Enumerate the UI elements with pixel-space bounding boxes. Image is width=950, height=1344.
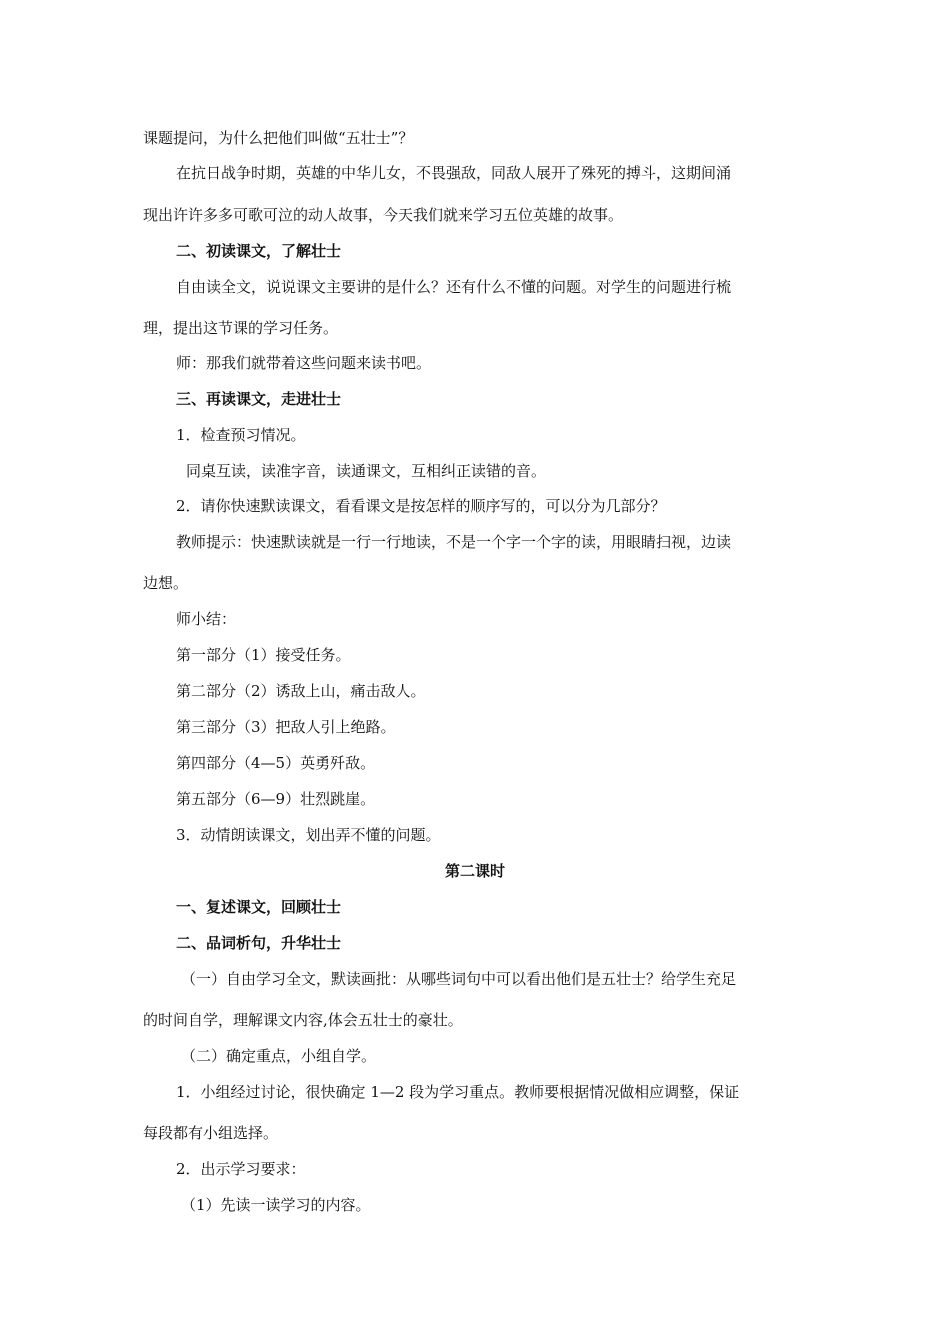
text-line: 1．检查预习情况。 (176, 426, 306, 444)
text-line: 理，提出这节课的学习任务。 (143, 319, 339, 337)
section-heading: 一、复述课文，回顾壮士 (176, 898, 342, 916)
text-line: 边想。 (143, 574, 189, 592)
text-line: 2．请你快速默读课文，看看课文是按怎样的顺序写的，可以分为几部分？ (176, 497, 666, 515)
text-line: 师小结： (176, 610, 237, 628)
text-line: 每段都有小组选择。 (143, 1124, 279, 1142)
text-line: 第一部分（1）接受任务。 (176, 646, 351, 664)
text-line: 师：那我们就带着这些问题来读书吧。 (176, 354, 432, 372)
text-line: 第五部分（6—9）壮烈跳崖。 (176, 790, 376, 808)
text-line: 3．动情朗读课文，划出弄不懂的问题。 (176, 826, 441, 844)
section-heading: 二、初读课文，了解壮士 (176, 242, 342, 260)
text-line: 第二部分（2）诱敌上山，痛击敌人。 (176, 682, 426, 700)
text-line: 的时间自学，理解课文内容,体会五壮士的豪壮。 (143, 1011, 463, 1029)
text-line: 第三部分（3）把敌人引上绝路。 (176, 718, 396, 736)
text-line: 第四部分（4—5）英勇歼敌。 (176, 754, 376, 772)
text-line: 1．小组经过讨论，很快确定 1—2 段为学习重点。教师要根据情况做相应调整，保证 (176, 1083, 740, 1101)
text-line: （二）确定重点，小组自学。 (181, 1047, 377, 1065)
text-line: 教师提示：快速默读就是一行一行地读，不是一个字一个字的读，用眼睛扫视，边读 (176, 533, 732, 551)
text-line: 现出许许多多可歌可泣的动人故事，今天我们就来学习五位英雄的故事。 (143, 206, 624, 224)
text-line: 同桌互读，读准字音，读通课文，互相纠正读错的音。 (186, 462, 547, 480)
text-line: 2．出示学习要求： (176, 1160, 306, 1178)
text-line: 课题提问，为什么把他们叫做“五壮士”？ (143, 129, 414, 147)
text-line: （一）自由学习全文，默读画批：从哪些词句中可以看出他们是五壮士？给学生充足 (181, 970, 737, 988)
section-heading: 二、品词析句，升华壮士 (176, 934, 342, 952)
text-line: 自由读全文，说说课文主要讲的是什么？还有什么不懂的问题。对学生的问题进行梳 (176, 278, 732, 296)
text-line: （1）先读一读学习的内容。 (181, 1196, 371, 1214)
lesson-heading: 第二课时 (444, 862, 505, 880)
text-line: 在抗日战争时期，英雄的中华儿女，不畏强敌，同敌人展开了殊死的搏斗，这期间涌 (176, 164, 732, 182)
section-heading: 三、再读课文，走进壮士 (176, 390, 342, 408)
